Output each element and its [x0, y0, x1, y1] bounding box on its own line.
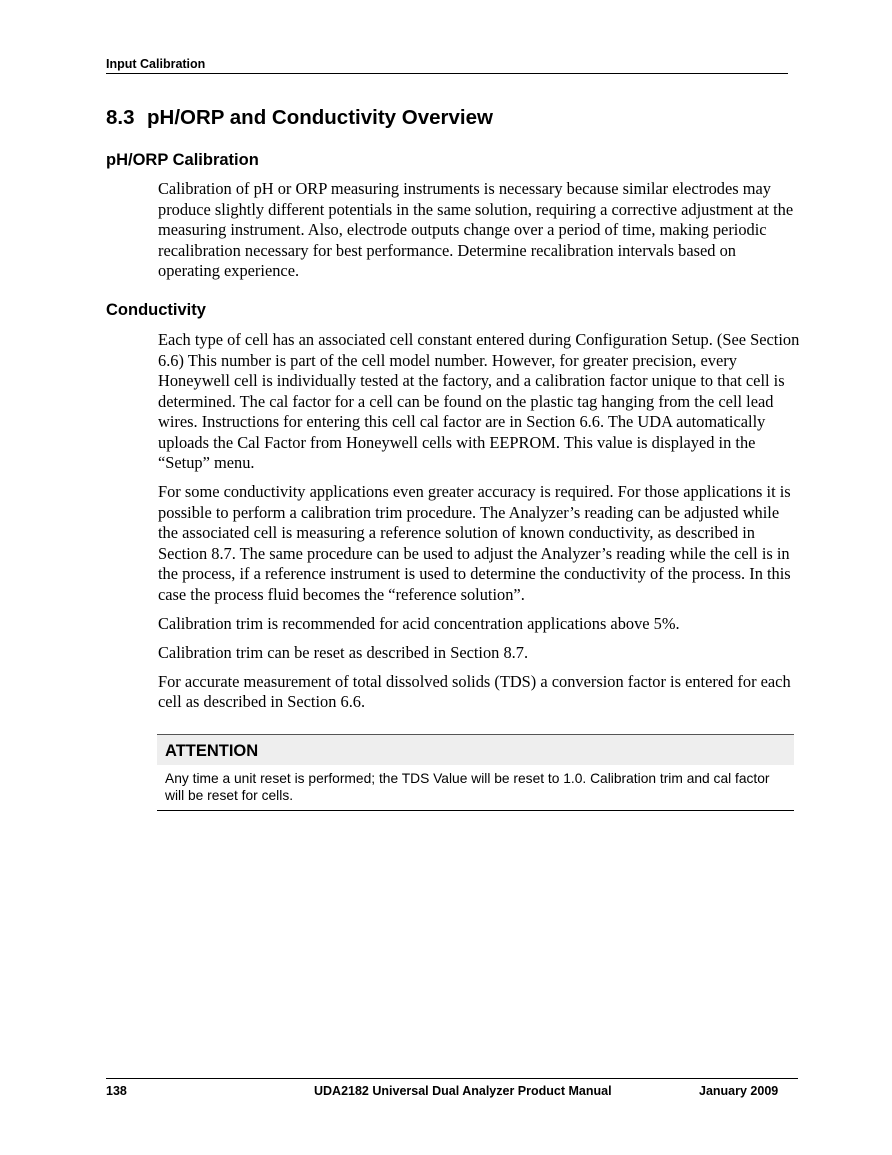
- paragraph: For some conductivity applications even greater accuracy is required. For those applications it is possible to perform a calibration trim procedure. The Analyzer’s reading can be adjusted while the associated cell is measuring a reference solution of known conductivity, as described in Section 8.7. The same procedure can be used to adjust the Analyzer’s reading while the cell is in the process, if a reference instrument is used to determine the conductivity of the process. In this case the process fluid becomes the “reference solution”.: [158, 482, 791, 604]
- section-number: 8.3: [106, 106, 135, 129]
- attention-label: ATTENTION: [157, 735, 794, 765]
- ph-orp-body: [158, 179, 800, 290]
- manual-title: UDA2182 Universal Dual Analyzer Product Manual: [314, 1084, 612, 1098]
- paragraph: Each type of cell has an associated cell constant entered during Configuration Setup. (See Section 6.6) This number is part of the cell model number. However, for greater precision, every Honeywell cell is individually tested at the factory, and a calibration factor unique to that cell is determined. The cal factor for a cell can be found on the plastic tag hanging from the cell lead wires. Instructions for entering this cell cal factor are in Section 6.6. The UDA automatically uploads the Cal Factor from Honeywell cells with EEPROM. This value is displayed in the “Setup” menu.: [158, 330, 800, 472]
- ph-orp-heading: pH/ORP Calibration: [106, 151, 259, 169]
- page-footer: [106, 1078, 798, 1098]
- paragraph: For accurate measurement of total dissolved solids (TDS) a conversion factor is entered for each cell as described in Section 6.6.: [158, 671, 791, 711]
- section-title: [106, 104, 493, 132]
- running-header: [106, 57, 788, 74]
- publication-date: January 2009: [699, 1084, 779, 1098]
- paragraph: Calibration trim is recommended for acid concentration applications above 5%.: [158, 613, 680, 633]
- page-number: 138: [106, 1084, 127, 1098]
- paragraph: Calibration of pH or ORP measuring instruments is necessary because similar electrodes may produce slightly different potentials in the same solution, requiring a corrective adjustment at the measuring instrument. Also, electrode outputs change over a period of time, making periodic recalibration necessary for best performance. Determine recalibration intervals based on operating experience.: [158, 179, 794, 280]
- conductivity-body: [158, 330, 800, 721]
- attention-text: Any time a unit reset is performed; the TDS Value will be reset to 1.0. Calibration trim and cal factor will be reset for cells.: [165, 771, 770, 803]
- running-header-title: Input Calibration: [106, 57, 206, 71]
- conductivity-heading: Conductivity: [106, 301, 206, 319]
- paragraph: Calibration trim can be reset as described in Section 8.7.: [158, 642, 529, 662]
- section-title-text: pH/ORP and Conductivity Overview: [147, 106, 493, 129]
- attention-box: [157, 734, 794, 811]
